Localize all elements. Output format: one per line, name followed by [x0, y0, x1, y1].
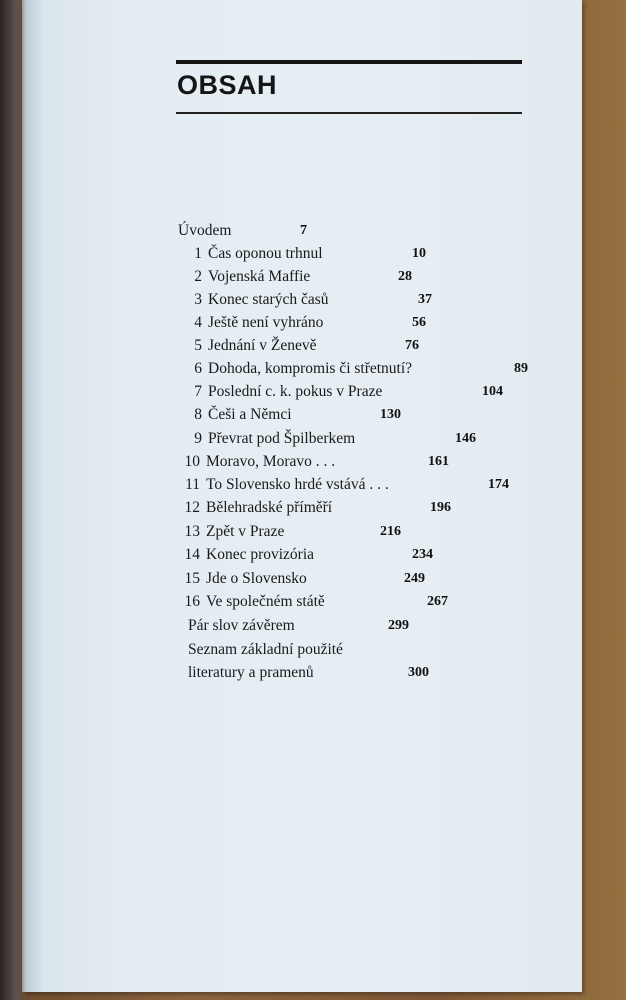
page-number: 161 — [428, 454, 449, 469]
chapter-title: Bělehradské příměří — [206, 499, 333, 516]
chapter-title: Vojenská Maffie — [208, 268, 311, 285]
chapter-number: 2 — [194, 268, 202, 285]
chapter-title: Jednání v Ženevě — [208, 337, 317, 354]
toc-entry — [184, 570, 307, 592]
toc-entry — [188, 664, 314, 686]
chapter-number: 6 — [194, 360, 202, 377]
chapter-number: 10 — [184, 453, 200, 470]
toc-entry — [188, 641, 343, 663]
chapter-title: literatury a pramenů — [188, 664, 314, 681]
page-number: 76 — [405, 338, 419, 353]
chapter-title: Konec provizória — [206, 546, 315, 563]
chapter-number: 9 — [194, 430, 202, 447]
page-number: 216 — [380, 524, 401, 539]
chapter-title: Převrat pod Špilberkem — [208, 430, 356, 447]
toc-entry — [186, 337, 316, 359]
page-number: 104 — [482, 384, 503, 399]
toc-entry — [184, 476, 389, 498]
toc-entry — [184, 523, 284, 545]
page-gutter-shadow — [0, 0, 26, 1000]
chapter-number: 3 — [194, 291, 202, 308]
page-number: 28 — [398, 269, 412, 284]
chapter-number: 14 — [184, 546, 200, 563]
chapter-number: 12 — [184, 499, 200, 516]
chapter-title: Ve společném státě — [206, 593, 325, 610]
heading-top-rule — [176, 60, 522, 64]
chapter-title: Češi a Němci — [208, 406, 292, 423]
chapter-title: Úvodem — [178, 222, 232, 239]
toc-entry — [178, 222, 231, 244]
chapter-number: 11 — [185, 476, 200, 493]
chapter-number: 13 — [184, 523, 200, 540]
chapter-title: Poslední c. k. pokus v Praze — [208, 383, 383, 400]
toc-entry — [186, 291, 329, 313]
page-number: 37 — [418, 292, 432, 307]
page-number: 299 — [388, 618, 409, 633]
page-title: OBSAH — [177, 70, 278, 100]
toc-entry — [186, 430, 355, 452]
chapter-title: Jde o Slovensko — [206, 570, 307, 587]
toc-entry — [186, 383, 382, 405]
toc-entry — [184, 546, 314, 568]
toc-entry — [186, 268, 310, 290]
toc-entry — [186, 245, 323, 267]
page-number: 7 — [300, 223, 307, 238]
page-number: 196 — [430, 500, 451, 515]
chapter-title: Ještě není vyhráno — [208, 314, 324, 331]
toc-entry — [186, 360, 412, 382]
chapter-title: Konec starých časů — [208, 291, 329, 308]
page-number: 234 — [412, 547, 433, 562]
chapter-title: Zpět v Praze — [206, 523, 285, 540]
page-number: 267 — [427, 594, 448, 609]
page-number: 249 — [404, 571, 425, 586]
page-number: 130 — [380, 407, 401, 422]
chapter-title: Moravo, Moravo . . . — [206, 453, 336, 470]
chapter-title: To Slovensko hrdé vstává . . . — [206, 476, 389, 493]
page-number: 300 — [408, 665, 429, 680]
chapter-number: 5 — [194, 337, 202, 354]
toc-entry — [188, 617, 295, 639]
toc-entry — [186, 314, 323, 336]
chapter-number: 7 — [194, 383, 202, 400]
chapter-number: 16 — [184, 593, 200, 610]
chapter-number: 1 — [194, 245, 202, 262]
chapter-title: Seznam základní použité — [188, 641, 343, 658]
chapter-title: Pár slov závěrem — [188, 617, 295, 634]
chapter-number: 4 — [194, 314, 202, 331]
chapter-number: 15 — [184, 570, 200, 587]
page-number: 146 — [455, 431, 476, 446]
page-number: 56 — [412, 315, 426, 330]
page-number: 10 — [412, 246, 426, 261]
page-number: 174 — [488, 477, 509, 492]
chapter-title: Dohoda, kompromis či střetnutí? — [208, 360, 413, 377]
toc-entry — [186, 406, 292, 428]
toc-entry — [184, 499, 332, 521]
toc-entry — [184, 453, 335, 475]
chapter-title: Čas oponou trhnul — [208, 245, 323, 262]
chapter-number: 8 — [194, 406, 202, 423]
page-number: 89 — [514, 361, 528, 376]
toc-entry — [184, 593, 325, 615]
heading-bottom-rule — [176, 112, 522, 114]
